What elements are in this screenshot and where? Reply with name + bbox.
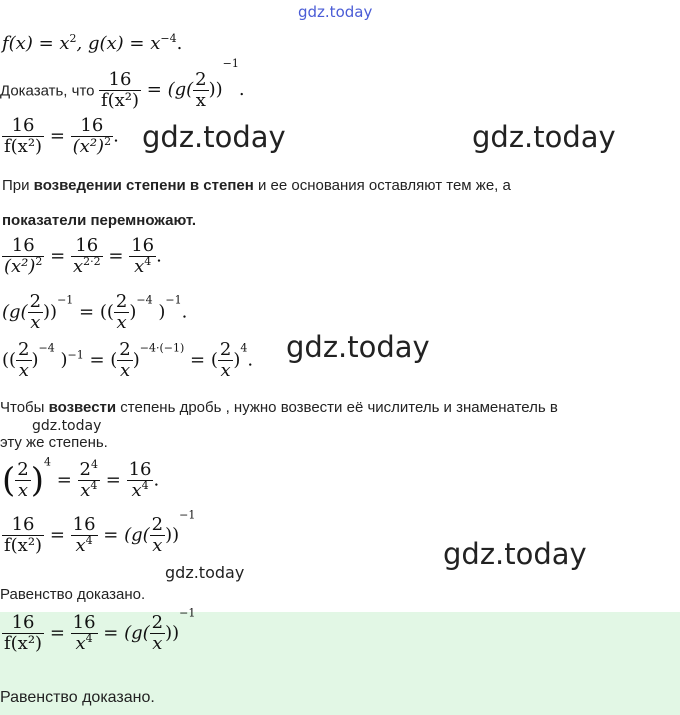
rule2-bold: возвести bbox=[48, 399, 117, 416]
final-close: )) bbox=[165, 622, 180, 644]
step2-fraction-3 bbox=[129, 236, 156, 277]
step6-gden: x bbox=[152, 534, 163, 556]
final-conclusion: Равенство доказано. bbox=[0, 689, 155, 706]
step5-fraction-3 bbox=[127, 460, 154, 501]
step5-fraction-2 bbox=[78, 460, 100, 501]
step-1 bbox=[2, 116, 119, 157]
f-definition: f(x) = x bbox=[2, 33, 70, 54]
step-6 bbox=[2, 508, 196, 556]
step6-eq1: = bbox=[49, 524, 65, 546]
rule1-part2: и ее основания оставляют тем же, а bbox=[253, 177, 511, 194]
watermark-small-2: gdz.today bbox=[165, 563, 245, 582]
step-3 bbox=[2, 292, 187, 332]
step5-d3: x bbox=[131, 479, 142, 501]
step3-lhs-open: (g( bbox=[2, 301, 28, 323]
step5-eq2: = bbox=[105, 469, 121, 491]
step1-rden-exp: 2 bbox=[104, 134, 112, 148]
step4-den: x bbox=[18, 359, 29, 381]
prove-statement bbox=[0, 57, 245, 111]
rule-1-line-2: показатели перемножают. bbox=[2, 212, 197, 229]
final-eq2: = (g( bbox=[103, 622, 150, 644]
step5-d2-exp: 4 bbox=[90, 478, 98, 492]
step3-left-fraction bbox=[28, 292, 43, 332]
prove-fraction bbox=[99, 70, 141, 111]
step1-right-fraction bbox=[71, 116, 113, 157]
step4-exp-inner: −4 bbox=[38, 341, 55, 355]
step1-end: . bbox=[113, 125, 119, 147]
step6-left-fraction bbox=[2, 515, 44, 556]
step3-lhs-exp: −1 bbox=[57, 293, 74, 307]
step4-fraction-1 bbox=[16, 340, 31, 381]
step2-eq2: = bbox=[108, 245, 124, 267]
prove-exp: −1 bbox=[222, 57, 239, 70]
step4-e2: −4·(−1) bbox=[139, 341, 185, 355]
prove-label: Доказать, что bbox=[0, 82, 95, 100]
step6-right-fraction bbox=[71, 515, 98, 556]
step3-rnum: 2 bbox=[115, 292, 128, 312]
watermark-2: gdz.today bbox=[472, 120, 616, 154]
step2-end: . bbox=[156, 245, 162, 267]
step4-fraction-3 bbox=[218, 340, 233, 381]
step4-e3: 4 bbox=[240, 341, 248, 355]
step5-close: ) bbox=[30, 460, 44, 501]
step6-exp: −1 bbox=[179, 508, 196, 522]
watermark-small-1: gdz.today bbox=[32, 418, 102, 434]
step5-fraction-1 bbox=[15, 460, 30, 501]
step6-close: )) bbox=[165, 524, 180, 546]
given-end: . bbox=[176, 33, 183, 54]
step2-d3-exp: 4 bbox=[144, 254, 152, 268]
watermark-1: gdz.today bbox=[142, 120, 286, 154]
step-4 bbox=[2, 340, 253, 382]
step5-d3-exp: 4 bbox=[141, 478, 149, 492]
step4-n3: 2 bbox=[219, 340, 232, 360]
step5-n2-exp: 4 bbox=[91, 458, 98, 471]
step2-d3-base: x bbox=[134, 255, 145, 277]
prove-end: . bbox=[238, 79, 245, 100]
step5-n3: 16 bbox=[128, 459, 152, 480]
final-left-fraction bbox=[2, 613, 44, 654]
prove-close: )) bbox=[208, 79, 223, 100]
step2-n2: 16 bbox=[71, 236, 103, 257]
prove-g-fraction bbox=[193, 70, 208, 111]
step3-rden: x bbox=[116, 311, 127, 332]
prove-eq: = (g( bbox=[146, 79, 194, 100]
step4-d2: x bbox=[119, 359, 131, 381]
step4-open: (( bbox=[2, 349, 17, 371]
step6-rden-exp: 4 bbox=[85, 533, 93, 547]
rule2-part1: Чтобы bbox=[0, 399, 49, 416]
step6-lden: f(x²) bbox=[4, 534, 43, 556]
step2-fraction-1 bbox=[2, 236, 44, 277]
step5-den: x bbox=[17, 479, 29, 501]
step2-d2-base: x bbox=[72, 255, 84, 277]
watermark-3: gdz.today bbox=[286, 330, 430, 364]
step4-eq1: = ( bbox=[89, 349, 118, 371]
step4-c2: ) bbox=[132, 349, 140, 371]
step3-num: 2 bbox=[29, 292, 42, 312]
step2-n1: 16 bbox=[2, 236, 44, 257]
step-2 bbox=[2, 236, 162, 277]
step4-close2: ) bbox=[60, 349, 68, 371]
prove-gnum: 2 bbox=[195, 68, 207, 90]
watermark-top: gdz.today bbox=[298, 3, 373, 21]
step6-g-fraction bbox=[150, 515, 165, 556]
step3-rexp-outer: −1 bbox=[165, 293, 182, 307]
step4-close: ) bbox=[31, 349, 39, 371]
final-right-fraction bbox=[71, 613, 98, 654]
watermark-4: gdz.today bbox=[443, 537, 587, 571]
step4-n2: 2 bbox=[119, 340, 131, 360]
step5-open: ( bbox=[2, 460, 16, 501]
f-exponent: 2 bbox=[69, 32, 77, 45]
rule-2-line-2: эту же степень. bbox=[0, 434, 108, 451]
step1-rden-base: (x²) bbox=[72, 135, 105, 157]
step3-rclose2: ) bbox=[158, 301, 166, 323]
step3-right-fraction bbox=[114, 292, 129, 332]
prove-gden: x bbox=[195, 89, 206, 111]
rule-2-line-1 bbox=[0, 399, 558, 416]
step1-rnum: 16 bbox=[71, 116, 113, 137]
step6-eq2: = (g( bbox=[103, 524, 150, 546]
step1-lden: f(x²) bbox=[4, 135, 43, 157]
final-lden: f(x²) bbox=[4, 632, 43, 654]
step3-end: . bbox=[181, 301, 188, 323]
step2-eq1: = bbox=[50, 245, 66, 267]
step-5 bbox=[2, 455, 160, 501]
final-lnum: 16 bbox=[2, 613, 44, 634]
step4-c3: ) bbox=[233, 349, 241, 371]
final-gnum: 2 bbox=[151, 612, 164, 633]
step5-num: 2 bbox=[17, 459, 29, 480]
step2-fraction-2 bbox=[71, 236, 103, 277]
g-definition: , g(x) = x bbox=[76, 33, 161, 54]
prove-den: f(x²) bbox=[100, 89, 140, 111]
step6-gnum: 2 bbox=[151, 514, 164, 535]
step1-eq: = bbox=[49, 125, 65, 147]
step2-d2-exp: 2·2 bbox=[83, 254, 101, 268]
prove-expression bbox=[99, 57, 245, 111]
step5-eq1: = bbox=[56, 469, 72, 491]
final-g-fraction bbox=[150, 613, 165, 654]
step5-end: . bbox=[153, 469, 160, 491]
step4-d3: x bbox=[220, 359, 231, 381]
final-rden-exp: 4 bbox=[85, 631, 93, 645]
step3-den: x bbox=[30, 311, 41, 332]
prove-num: 16 bbox=[99, 70, 141, 91]
final-gden: x bbox=[152, 632, 163, 654]
final-exp: −1 bbox=[179, 606, 196, 620]
given-definitions bbox=[2, 33, 182, 54]
step1-left-fraction bbox=[2, 116, 44, 157]
step6-rden: x bbox=[75, 534, 86, 556]
step3-rclose: ) bbox=[129, 301, 137, 323]
step2-n3: 16 bbox=[131, 235, 155, 256]
step4-eq2: = ( bbox=[190, 349, 218, 371]
final-eq1: = bbox=[49, 622, 65, 644]
step3-eq: = (( bbox=[79, 301, 114, 323]
step4-fraction-2 bbox=[117, 340, 132, 381]
conclusion-text: Равенство доказано. bbox=[0, 586, 146, 603]
rule1-part1: При bbox=[2, 177, 34, 194]
rule1-bold: возведении степени в степен bbox=[33, 177, 254, 194]
step1-lnum: 16 bbox=[2, 116, 44, 137]
step4-num: 2 bbox=[18, 340, 30, 360]
rule2-part2: степень дробь , нужно возвести её числитель и знаменатель в bbox=[116, 399, 558, 416]
rule-1-line-1 bbox=[2, 177, 511, 194]
step5-n2: 2 bbox=[79, 459, 91, 480]
step2-d1-exp: 2 bbox=[35, 254, 43, 268]
step5-exp: 4 bbox=[43, 455, 51, 469]
final-rnum: 16 bbox=[72, 612, 96, 633]
step5-d2: x bbox=[80, 479, 91, 501]
step4-exp-outer: −1 bbox=[67, 348, 84, 362]
final-rden: x bbox=[75, 632, 86, 654]
step4-end: . bbox=[247, 349, 254, 371]
step2-d1-base: (x²) bbox=[4, 255, 36, 277]
final-expression bbox=[2, 606, 196, 654]
step6-lnum: 16 bbox=[2, 515, 44, 536]
step3-lhs-close: )) bbox=[43, 301, 58, 323]
step3-rexp-inner: −4 bbox=[136, 293, 153, 307]
step6-rnum: 16 bbox=[72, 514, 96, 535]
g-exponent: −4 bbox=[160, 32, 177, 45]
